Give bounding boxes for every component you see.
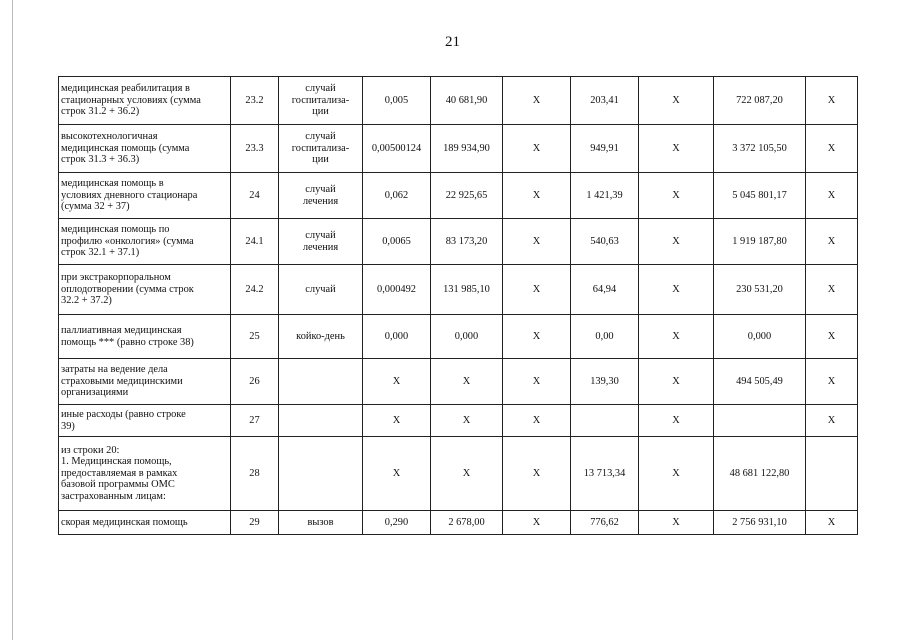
indicator-name-line: профилю «онкология» (сумма <box>61 235 194 247</box>
unit-line: вызов <box>307 516 334 528</box>
share-cell: X <box>806 359 858 405</box>
budget-total-cell: X <box>639 315 714 359</box>
omc-total-cell: 230 531,20 <box>714 265 806 315</box>
row-number-cell: 26 <box>231 359 279 405</box>
omc-per-capita-cell: 949,91 <box>571 125 639 173</box>
share-cell: X <box>806 265 858 315</box>
indicator-name-line: скорая медицинская помощь <box>61 516 188 528</box>
standard-cost-cell: 83 173,20 <box>431 219 503 265</box>
unit-line: койко-день <box>296 330 345 342</box>
indicator-name-line: строк 31.2 + 36.2) <box>61 106 140 118</box>
indicator-name-line: паллиативная медицинская <box>61 324 182 336</box>
unit-cell <box>279 265 363 315</box>
indicator-name-line: затраты на ведение дела <box>61 364 168 376</box>
omc-total-cell: 494 505,49 <box>714 359 806 405</box>
omc-total-cell <box>714 405 806 437</box>
page-number: 21 <box>445 34 460 50</box>
omc-per-capita-cell <box>571 405 639 437</box>
table-row <box>59 511 858 535</box>
share-cell: X <box>806 173 858 219</box>
row-number-cell: 27 <box>231 405 279 437</box>
row-indicator-name <box>59 77 231 125</box>
unit-cell <box>279 315 363 359</box>
volume-cell: 0,000 <box>363 315 431 359</box>
share-cell: X <box>806 125 858 173</box>
unit-cell <box>279 437 363 511</box>
indicator-name-line: при экстракорпоральном <box>61 272 171 284</box>
indicator-name-line: медицинская помощь (сумма <box>61 142 190 154</box>
unit-cell <box>279 173 363 219</box>
omc-total-cell: 1 919 187,80 <box>714 219 806 265</box>
indicator-name-line: медицинская помощь в <box>61 178 164 190</box>
standard-cost-cell: 0,000 <box>431 315 503 359</box>
volume-cell: 0,00500124 <box>363 125 431 173</box>
unit-cell <box>279 405 363 437</box>
volume-cell: 0,062 <box>363 173 431 219</box>
standard-cost-cell: 40 681,90 <box>431 77 503 125</box>
omc-per-capita-cell: 139,30 <box>571 359 639 405</box>
indicator-name-line: страховыми медицинскими <box>61 375 183 387</box>
indicator-name-line: высокотехнологичная <box>61 131 158 143</box>
share-cell: X <box>806 405 858 437</box>
volume-cell: 0,290 <box>363 511 431 535</box>
share-cell: X <box>806 511 858 535</box>
indicator-name-line: из строки 20: <box>61 444 120 456</box>
share-cell: X <box>806 77 858 125</box>
budget-per-capita-cell: X <box>503 437 571 511</box>
row-indicator-name <box>59 219 231 265</box>
indicator-name-line: организациями <box>61 387 129 399</box>
indicator-name-line: 1. Медицинская помощь, <box>61 456 172 468</box>
indicator-name-line: предоставляемая в рамках <box>61 467 178 479</box>
indicator-name-line: медицинская реабилитация в <box>61 83 190 95</box>
table-row <box>59 219 858 265</box>
budget-total-cell: X <box>639 125 714 173</box>
standard-cost-cell: 22 925,65 <box>431 173 503 219</box>
indicator-name-line: стационарных условиях (сумма <box>61 94 201 106</box>
indicator-name-line: условиях дневного стационара <box>61 189 198 201</box>
unit-cell <box>279 125 363 173</box>
unit-line: ции <box>312 106 329 118</box>
omc-total-cell: 2 756 931,10 <box>714 511 806 535</box>
table-row <box>59 405 858 437</box>
row-number-cell: 23.2 <box>231 77 279 125</box>
volume-cell: 0,000492 <box>363 265 431 315</box>
unit-line: ции <box>312 154 329 166</box>
share-cell: X <box>806 219 858 265</box>
row-indicator-name <box>59 405 231 437</box>
unit-line: случай <box>305 229 336 241</box>
budget-total-cell: X <box>639 77 714 125</box>
row-indicator-name <box>59 173 231 219</box>
row-indicator-name <box>59 315 231 359</box>
budget-per-capita-cell: X <box>503 359 571 405</box>
table-body <box>59 77 858 535</box>
indicator-name-line: медицинская помощь по <box>61 224 170 236</box>
unit-line: случай <box>305 283 336 295</box>
omc-total-cell: 3 372 105,50 <box>714 125 806 173</box>
row-number-cell: 25 <box>231 315 279 359</box>
indicator-name-line: застрахованным лицам: <box>61 490 166 502</box>
page-left-edge <box>12 0 13 640</box>
volume-cell: X <box>363 359 431 405</box>
row-indicator-name <box>59 125 231 173</box>
table-row <box>59 77 858 125</box>
row-number-cell: 24.2 <box>231 265 279 315</box>
row-number-cell: 24 <box>231 173 279 219</box>
unit-line: лечения <box>302 195 339 207</box>
volume-cell: X <box>363 405 431 437</box>
standard-cost-cell: X <box>431 359 503 405</box>
unit-line: госпитализа- <box>291 94 350 106</box>
unit-line: госпитализа- <box>291 142 350 154</box>
table-row <box>59 173 858 219</box>
table-row <box>59 265 858 315</box>
unit-line: лечения <box>302 241 339 253</box>
unit-cell <box>279 219 363 265</box>
volume-cell: 0,0065 <box>363 219 431 265</box>
indicator-name-line: 39) <box>61 420 75 432</box>
unit-cell <box>279 511 363 535</box>
row-number-cell: 24.1 <box>231 219 279 265</box>
row-number-cell: 29 <box>231 511 279 535</box>
omc-per-capita-cell: 203,41 <box>571 77 639 125</box>
indicator-name-line: базовой программы ОМС <box>61 479 175 491</box>
table-row <box>59 315 858 359</box>
budget-total-cell: X <box>639 265 714 315</box>
omc-per-capita-cell: 0,00 <box>571 315 639 359</box>
omc-per-capita-cell: 1 421,39 <box>571 173 639 219</box>
standard-cost-cell: 189 934,90 <box>431 125 503 173</box>
share-cell: X <box>806 315 858 359</box>
indicator-name-line: 32.2 + 37.2) <box>61 295 112 307</box>
row-number-cell: 23.3 <box>231 125 279 173</box>
budget-per-capita-cell: X <box>503 173 571 219</box>
row-indicator-name <box>59 437 231 511</box>
budget-total-cell: X <box>639 219 714 265</box>
budget-total-cell: X <box>639 173 714 219</box>
budget-per-capita-cell: X <box>503 77 571 125</box>
budget-per-capita-cell: X <box>503 219 571 265</box>
indicator-name-line: помощь *** (равно строке 38) <box>61 336 194 348</box>
unit-line: случай <box>305 183 336 195</box>
budget-per-capita-cell: X <box>503 511 571 535</box>
table-row <box>59 125 858 173</box>
volume-cell: 0,005 <box>363 77 431 125</box>
table-row <box>59 437 858 511</box>
budget-total-cell: X <box>639 437 714 511</box>
budget-per-capita-cell: X <box>503 125 571 173</box>
budget-per-capita-cell: X <box>503 405 571 437</box>
indicator-name-line: иные расходы (равно строке <box>61 408 186 420</box>
omc-total-cell: 48 681 122,80 <box>714 437 806 511</box>
indicator-name-line: (сумма 32 + 37) <box>61 201 130 213</box>
standard-cost-cell: 2 678,00 <box>431 511 503 535</box>
omc-per-capita-cell: 64,94 <box>571 265 639 315</box>
omc-per-capita-cell: 540,63 <box>571 219 639 265</box>
row-indicator-name <box>59 265 231 315</box>
share-cell <box>806 437 858 511</box>
unit-cell <box>279 77 363 125</box>
volume-cell: X <box>363 437 431 511</box>
indicator-name-line: строк 31.3 + 36.3) <box>61 154 140 166</box>
table-row <box>59 359 858 405</box>
budget-total-cell: X <box>639 359 714 405</box>
standard-cost-cell: X <box>431 437 503 511</box>
indicator-name-line: оплодотворении (сумма строк <box>61 283 194 295</box>
budget-total-cell: X <box>639 511 714 535</box>
omc-total-cell: 0,000 <box>714 315 806 359</box>
omc-total-cell: 722 087,20 <box>714 77 806 125</box>
omc-per-capita-cell: 776,62 <box>571 511 639 535</box>
standard-cost-cell: X <box>431 405 503 437</box>
unit-line: случай <box>305 83 336 95</box>
omc-per-capita-cell: 13 713,34 <box>571 437 639 511</box>
row-indicator-name <box>59 359 231 405</box>
unit-line: случай <box>305 131 336 143</box>
budget-per-capita-cell: X <box>503 265 571 315</box>
row-indicator-name <box>59 511 231 535</box>
standard-cost-cell: 131 985,10 <box>431 265 503 315</box>
omc-table <box>58 76 858 535</box>
budget-per-capita-cell: X <box>503 315 571 359</box>
indicator-name-line: строк 32.1 + 37.1) <box>61 247 140 259</box>
row-number-cell: 28 <box>231 437 279 511</box>
omc-total-cell: 5 045 801,17 <box>714 173 806 219</box>
budget-total-cell: X <box>639 405 714 437</box>
unit-cell <box>279 359 363 405</box>
